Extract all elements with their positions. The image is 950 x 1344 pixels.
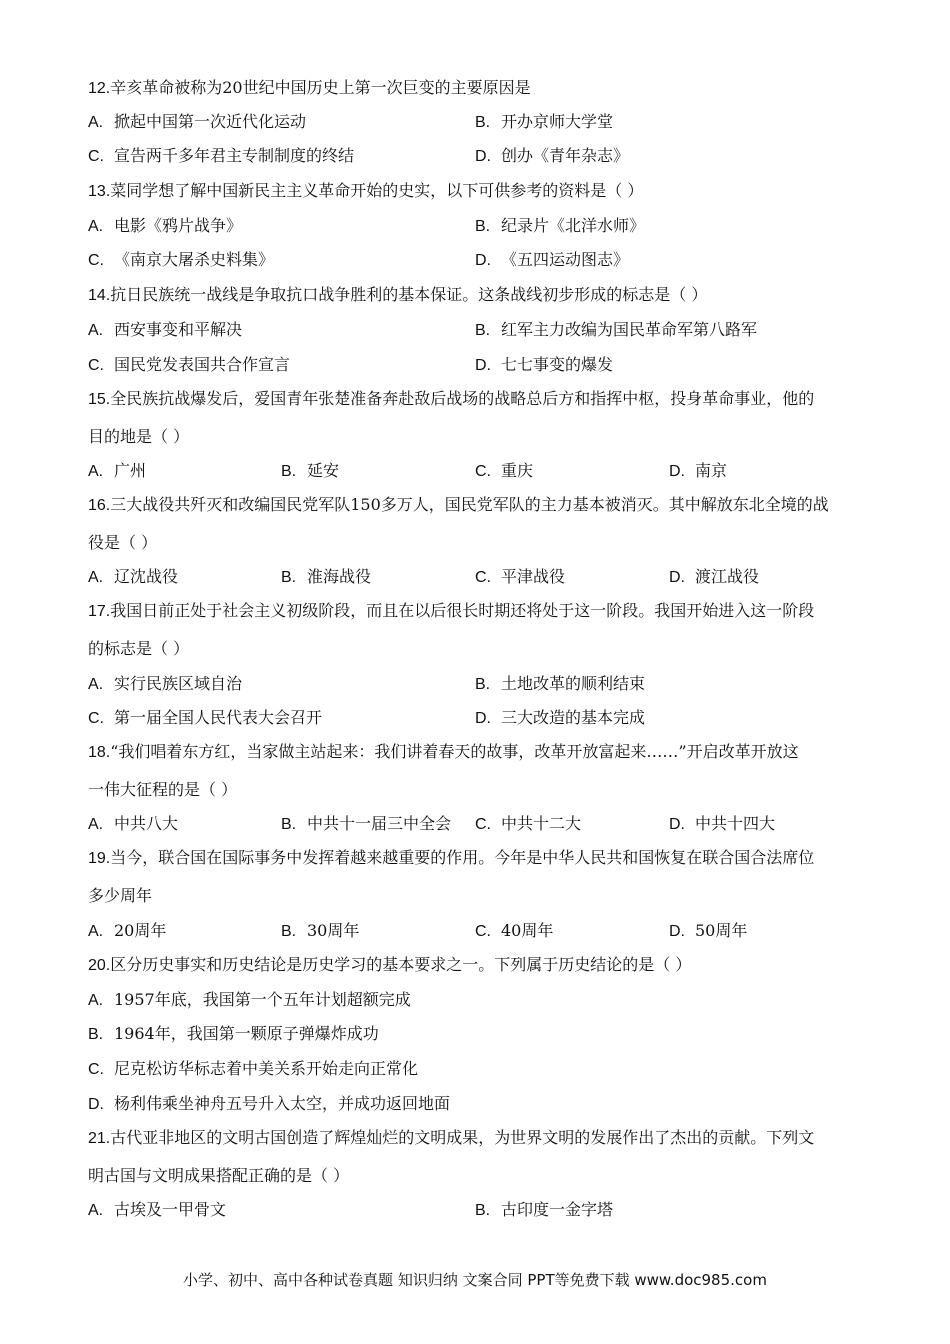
question-16-stem	[88, 495, 829, 516]
question-text: 区分历史事实和历史结论是历史学习的基本要求之一。下列属于历史结论的是（ ）	[110, 955, 692, 974]
option-text: 实行民族区域自治	[114, 674, 243, 693]
option-b	[475, 674, 645, 695]
question-number: 21.	[88, 1130, 111, 1147]
option-letter: D.	[475, 357, 491, 374]
option-text: 红军主力改编为国民革命军第八路军	[501, 320, 758, 339]
option-b	[281, 461, 339, 482]
option-b	[475, 320, 757, 341]
question-18-stem	[88, 780, 237, 800]
option-b	[281, 921, 359, 942]
question-text: 我国日前正处于社会主义初级阶段，而且在以后很长时期还将处于这一阶段。我国开始进入这一阶段	[110, 601, 815, 620]
option-b	[88, 1024, 379, 1045]
question-16-stem	[88, 533, 157, 553]
option-text: 广州	[114, 461, 147, 480]
option-text: 渡江战役	[695, 567, 760, 586]
option-a	[88, 990, 411, 1011]
option-text: 延安	[307, 461, 340, 480]
option-text: 中共十二大	[501, 814, 582, 833]
option-a	[88, 461, 146, 482]
question-17-stem	[88, 601, 814, 622]
option-d	[475, 250, 629, 271]
option-a	[88, 674, 242, 695]
option-text: 平津战役	[501, 567, 566, 586]
question-number: 14.	[88, 287, 111, 304]
option-letter: A.	[88, 923, 104, 940]
question-14-stem	[88, 285, 707, 306]
option-d	[669, 461, 727, 482]
page-footer: 小学、初中、高中各种试卷真题 知识归纳 文案合同 PPT等免费下载 www.doc985.com	[183, 1271, 767, 1289]
option-text: 中共八大	[114, 814, 179, 833]
option-letter: C.	[475, 463, 491, 480]
option-letter: D.	[669, 569, 685, 586]
option-c	[88, 250, 274, 271]
option-letter: D.	[669, 923, 685, 940]
option-letter: C.	[475, 569, 491, 586]
option-letter: B.	[475, 114, 491, 131]
option-letter: C.	[475, 816, 491, 833]
option-letter: C.	[88, 148, 104, 165]
option-text: 20周年	[114, 921, 167, 940]
option-c	[88, 708, 322, 729]
option-c	[475, 461, 533, 482]
option-d	[88, 1094, 450, 1115]
option-letter: C.	[88, 1061, 104, 1078]
question-19-stem	[88, 848, 814, 869]
option-a	[88, 921, 166, 942]
question-text: 当今，联合国在国际事务中发挥着越来越重要的作用。今年是中华人民共和国恢复在联合国合法席位	[110, 848, 815, 867]
option-text: 40周年	[501, 921, 554, 940]
option-c	[475, 814, 581, 835]
option-c	[475, 567, 565, 588]
option-letter: A.	[88, 569, 104, 586]
question-text: 的标志是（ ）	[88, 639, 190, 658]
option-letter: D.	[669, 463, 685, 480]
option-letter: B.	[281, 923, 297, 940]
option-d	[475, 355, 613, 376]
option-text: 尼克松访华标志着中美关系开始走向正常化	[114, 1059, 419, 1078]
option-text: 创办《青年杂志》	[501, 146, 630, 165]
option-text: 杨利伟乘坐神舟五号升入太空，并成功返回地面	[114, 1094, 451, 1113]
option-letter: D.	[475, 710, 491, 727]
option-a	[88, 112, 306, 133]
question-17-stem	[88, 639, 189, 659]
question-number: 19.	[88, 850, 111, 867]
option-c	[475, 921, 553, 942]
option-text: 30周年	[307, 921, 360, 940]
option-text: 1957年底，我国第一个五年计划超额完成	[114, 990, 411, 1009]
option-a	[88, 216, 242, 237]
option-c	[88, 355, 290, 376]
option-text: 纪录片《北洋水师》	[501, 216, 646, 235]
option-text: 国民党发表国共合作宣言	[114, 355, 291, 374]
option-letter: C.	[88, 357, 104, 374]
option-letter: B.	[475, 1202, 491, 1219]
option-c	[88, 1059, 418, 1080]
question-18-stem	[88, 742, 799, 763]
option-text: 七七事变的爆发	[501, 355, 614, 374]
option-a	[88, 814, 178, 835]
option-text: 辽沈战役	[114, 567, 179, 586]
question-text: 全民族抗战爆发后，爱国青年张楚准备奔赴敌后战场的战略总后方和指挥中枢，投身革命事业，他的	[110, 389, 815, 408]
question-number: 17.	[88, 603, 111, 620]
option-letter: B.	[281, 569, 297, 586]
option-text: 掀起中国第一次近代化运动	[114, 112, 307, 131]
question-number: 12.	[88, 80, 111, 97]
option-letter: C.	[88, 252, 104, 269]
question-number: 15.	[88, 391, 111, 408]
option-text: 古印度一金字塔	[501, 1200, 614, 1219]
question-text: 菜同学想了解中国新民主主义革命开始的史实，以下可供参考的资料是（ ）	[110, 181, 644, 200]
option-letter: A.	[88, 218, 104, 235]
question-text: 明古国与文明成果搭配正确的是（ ）	[88, 1166, 350, 1185]
option-b	[475, 1200, 613, 1221]
option-letter: A.	[88, 816, 104, 833]
option-letter: B.	[281, 463, 297, 480]
option-d	[669, 921, 747, 942]
option-b	[281, 814, 451, 835]
option-letter: B.	[88, 1026, 104, 1043]
option-letter: B.	[281, 816, 297, 833]
option-b	[475, 216, 645, 237]
question-15-stem	[88, 427, 189, 447]
question-text: 古代亚非地区的文明古国创造了辉煌灿烂的文明成果，为世界文明的发展作出了杰出的贡献。下列文	[110, 1128, 815, 1147]
option-d	[475, 146, 629, 167]
question-text: 多少周年	[88, 886, 153, 905]
option-letter: C.	[88, 710, 104, 727]
option-b	[281, 567, 371, 588]
option-letter: D.	[669, 816, 685, 833]
question-number: 18.	[88, 744, 111, 761]
question-text: 三大战役共歼灭和改编国民党军队150多万人，国民党军队的主力基本被消灭。其中解放东北全境的战	[110, 495, 829, 514]
option-letter: A.	[88, 1202, 104, 1219]
option-text: 开办京师大学堂	[501, 112, 614, 131]
question-number: 13.	[88, 183, 111, 200]
option-text: 重庆	[501, 461, 534, 480]
question-text: 抗日民族统一战线是争取抗口战争胜利的基本保证。这条战线初步形成的标志是（ ）	[110, 285, 708, 304]
option-text: 淮海战役	[307, 567, 372, 586]
option-text: 50周年	[695, 921, 748, 940]
option-text: 土地改革的顺利结束	[501, 674, 646, 693]
question-19-stem	[88, 886, 152, 906]
question-21-stem	[88, 1128, 814, 1149]
option-letter: A.	[88, 676, 104, 693]
option-letter: B.	[475, 676, 491, 693]
question-12-stem	[88, 78, 531, 99]
question-text: 一伟大征程的是（ ）	[88, 780, 238, 799]
option-letter: D.	[475, 148, 491, 165]
question-text: 辛亥革命被称为20世纪中国历史上第一次巨变的主要原因是	[110, 78, 531, 97]
question-text: 役是（ ）	[88, 533, 158, 552]
question-15-stem	[88, 389, 814, 410]
option-text: 西安事变和平解决	[114, 320, 243, 339]
option-a	[88, 1200, 226, 1221]
option-d	[669, 567, 759, 588]
option-text: 1964年，我国第一颗原子弹爆炸成功	[114, 1024, 379, 1043]
option-text: 《南京大屠杀史料集》	[114, 250, 275, 269]
option-b	[475, 112, 613, 133]
option-text: 宣告两千多年君主专制制度的终结	[114, 146, 355, 165]
option-letter: D.	[475, 252, 491, 269]
option-letter: A.	[88, 322, 104, 339]
option-text: 中共十四大	[695, 814, 776, 833]
question-20-stem	[88, 955, 691, 976]
option-text: 古埃及一甲骨文	[114, 1200, 227, 1219]
option-text: 中共十一届三中全会	[307, 814, 452, 833]
option-letter: A.	[88, 114, 104, 131]
question-number: 16.	[88, 497, 111, 514]
option-letter: D.	[88, 1096, 104, 1113]
option-text: 南京	[695, 461, 728, 480]
option-text: 电影《鸦片战争》	[114, 216, 243, 235]
question-text: “我们唱着东方红，当家做主站起来：我们讲着春天的故事，改革开放富起来……”开启改革开放这	[110, 742, 799, 761]
question-number: 20.	[88, 957, 111, 974]
option-text: 《五四运动图志》	[501, 250, 630, 269]
option-letter: A.	[88, 992, 104, 1009]
option-c	[88, 146, 354, 167]
option-text: 第一届全国人民代表大会召开	[114, 708, 323, 727]
question-13-stem	[88, 181, 643, 202]
question-21-stem	[88, 1166, 349, 1186]
option-letter: B.	[475, 218, 491, 235]
option-letter: C.	[475, 923, 491, 940]
option-a	[88, 567, 178, 588]
option-a	[88, 320, 242, 341]
option-d	[669, 814, 775, 835]
option-letter: B.	[475, 322, 491, 339]
option-d	[475, 708, 645, 729]
option-letter: A.	[88, 463, 104, 480]
option-text: 三大改造的基本完成	[501, 708, 646, 727]
question-text: 目的地是（ ）	[88, 427, 190, 446]
